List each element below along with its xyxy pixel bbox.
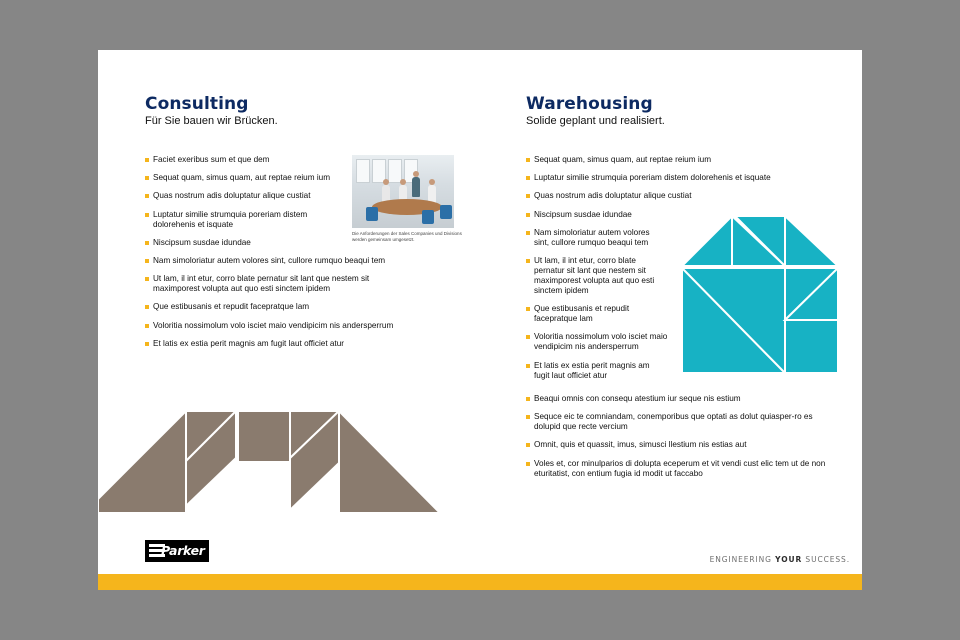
list-item: Nam simoloriatur autem volores sint, cullore rumquo beaqui tem [145, 256, 405, 266]
bullet-list-bottom [526, 394, 826, 487]
yellow-footer-band [480, 574, 862, 590]
list-item: Voloritia nossimolum volo isciet maio vendipicim nis andersperrum [145, 321, 405, 331]
tagline-emphasis: YOUR [775, 555, 803, 564]
list-item: Faciet exeribus sum et que dem [145, 155, 405, 165]
tagline-part: ENGINEERING [709, 555, 776, 564]
list-item: Voloritia nossimolum volo isciet maio vendipicim nis andersperrum [526, 332, 674, 352]
list-item: Quas nostrum adis doluptatur alique custiat [145, 191, 405, 201]
list-item: Que estibusanis et repudit facepratque lam [526, 304, 644, 324]
list-item: Que estibusanis et repudit facepratque lam [145, 302, 405, 312]
page-subtitle: Solide geplant und realisiert. [526, 115, 665, 127]
list-item: Luptatur similie strumquia poreriam distem dolorehenis et isquate [526, 173, 804, 183]
bullet-list-top [526, 155, 771, 389]
list-item: Voles et, cor minulparios di dolupta eceperum et vit vendi cust elic tem ut de non eturitatist, con entium fugia id modit ut faccabo [526, 459, 826, 479]
list-item: Niscipsum susdae idundae [145, 238, 405, 248]
page-title: Consulting [145, 94, 249, 114]
logo-text: Parker [161, 543, 205, 558]
photo-caption: Die Anforderungen der Sales Companies und Divisions werden gemeinsam umgesetzt. [352, 231, 462, 242]
list-item: Beaqui omnis con consequ atestium iur seque nis estium [526, 394, 826, 404]
list-item: Luptatur similie strumquia poreriam distem dolorehenis et isquate [145, 210, 328, 230]
yellow-footer-band [98, 574, 480, 590]
page-title: Warehousing [526, 94, 653, 114]
list-item: Sequat quam, simus quam, aut reptae reium ium [145, 173, 405, 183]
list-item: Et latis ex estia perit magnis am fugit laut officiet atur [145, 339, 405, 349]
list-item: Omnit, quis et quassit, imus, simusci llestium nis estias aut [526, 440, 826, 450]
tagline-part: SUCCESS. [802, 555, 850, 564]
list-item: Sequat quam, simus quam, aut reptae reium ium [526, 155, 764, 165]
list-item: Ut lam, il int etur, corro blate pernatur sit lant que nestem sit maximporest volupta aut quo esti sinctem ipidem [145, 274, 393, 294]
tagline [710, 555, 850, 564]
list-item: Quas nostrum adis doluptatur alique custiat [526, 191, 734, 201]
list-item: Nam simoloriatur autem volores sint, cullore rumquo beaqui tem [526, 228, 659, 248]
house-graphic [682, 216, 838, 373]
right-page [480, 50, 862, 590]
parker-logo [145, 540, 209, 562]
list-item: Et latis ex estia perit magnis am fugit laut officiet atur [526, 361, 664, 381]
list-item: Ut lam, il int etur, corro blate pernatur sit lant que nestem sit maximporest volupta aut quo esti sinctem ipidem [526, 256, 662, 296]
left-page [98, 50, 480, 590]
list-item: Sequce eic te comniandam, conemporibus que optati as dolut quiasper-ro es dolupid que recte vercium [526, 412, 824, 432]
meeting-photo [352, 155, 454, 228]
page-subtitle: Für Sie bauen wir Brücken. [145, 115, 278, 127]
bridge-graphic [98, 411, 440, 513]
list-item: Niscipsum susdae idundae [526, 210, 676, 220]
